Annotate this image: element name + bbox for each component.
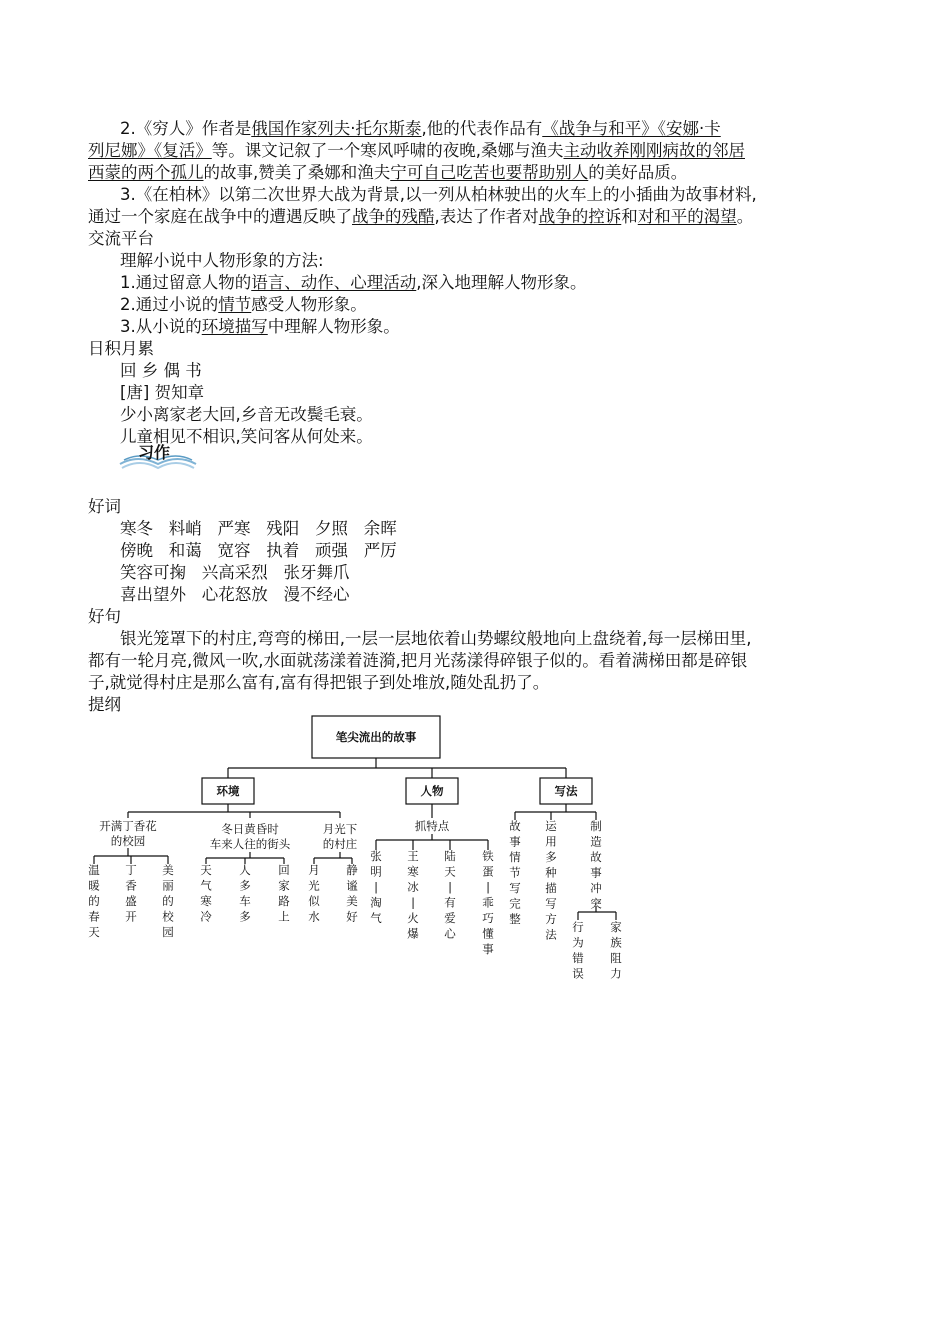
word: 笑容可掬 <box>120 563 186 582</box>
leaf-conflict-0: 行为错误 <box>572 920 584 981</box>
method-label: 写法 <box>554 784 578 798</box>
leaf-env-s3-0: 月光似水 <box>308 863 320 924</box>
section-heading-daily: 日积月累 <box>88 339 154 358</box>
word: 执着 <box>266 541 300 560</box>
underlined-answer: 俄国作家 <box>251 119 318 138</box>
text: 的美好品质。 <box>588 163 688 182</box>
word: 兴高采烈 <box>201 563 268 582</box>
leaf-method-conflict: 制造故事冲突 <box>590 819 602 911</box>
exchange-intro: 理解小说中人物形象的方法: <box>120 251 324 270</box>
leaf-env-s2-2: 回家路上 <box>278 863 290 924</box>
env-s3-label: 月光下 <box>322 822 358 836</box>
word: 漫不经心 <box>283 585 350 604</box>
text: 和 <box>621 207 638 226</box>
good-sentence-line-2: 都有一轮月亮,微风一吹,水面就荡漾着涟漪,把月光荡漾得碎银子似的。看着满梯田都是碎银 <box>88 651 748 670</box>
env-s2-label: 冬日黄昏时 <box>221 822 279 836</box>
underlined-answer: 宁可自己吃苦也要帮助别人 <box>390 163 589 182</box>
underlined-answer: 列夫·托尔斯泰 <box>317 119 422 138</box>
poem-author: [唐] 贺知章 <box>120 383 205 402</box>
word: 寒冬 <box>120 519 153 538</box>
leaf-env-s2-1: 人多车多 <box>239 863 251 924</box>
text: 。 <box>736 207 754 226</box>
leaf-people-3: 铁蛋|乖巧懂事 <box>482 849 494 956</box>
leaf-env-s1-0: 温暖的春天 <box>88 863 100 939</box>
good-sentence-line-3: 子,就觉得村庄是那么富有,富有得把银子到处堆放,随处乱扔了。 <box>88 673 550 692</box>
word: 心花怒放 <box>201 585 268 604</box>
leaf-env-s1-2: 美丽的校园 <box>162 863 174 939</box>
word: 残阳 <box>266 519 300 538</box>
good-sentence-line-1: 银光笼罩下的村庄,弯弯的梯田,一层一层地依着山势螺纹般地向上盘绕着,每一层梯田里, <box>120 629 752 648</box>
section-heading-good-sentence: 好句 <box>88 607 121 626</box>
writing-badge: 习作 <box>138 443 171 462</box>
underlined-answer: 战争的控诉 <box>538 207 622 226</box>
text: 等。课文记叙了一个寒风呼啸的夜晚,桑娜与渔夫 <box>211 141 564 160</box>
word: 宽容 <box>217 541 251 560</box>
env-s1-label: 的校园 <box>110 834 146 848</box>
env-s2-label: 车来人往的街头 <box>209 837 291 851</box>
leaf-method-0: 故事情节写完整 <box>509 819 521 926</box>
word: 傍晚 <box>120 541 153 560</box>
leaf-env-s1-1: 丁香盛开 <box>125 863 137 924</box>
section-heading-good-words: 好词 <box>88 497 121 516</box>
word: 严寒 <box>217 519 251 538</box>
text: 的故事,赞美了桑娜和渔夫 <box>203 163 391 182</box>
word: 喜出望外 <box>120 585 186 604</box>
word: 余晖 <box>363 519 397 538</box>
poem-title: 回 乡 偶 书 <box>120 361 202 380</box>
word: 顽强 <box>315 541 348 560</box>
word: 张牙舞爪 <box>283 563 350 582</box>
underlined-answer: 语言、动作、心理活动 <box>251 273 417 292</box>
text: 通过一个家庭在战争中的遭遇反映了 <box>88 207 352 226</box>
underlined-answer: 环境描写 <box>201 317 268 336</box>
section-heading-outline: 提纲 <box>88 695 121 714</box>
underlined-answer: 战争的残酷 <box>352 207 435 226</box>
text: ,深入地理解人物形象。 <box>416 273 587 292</box>
leaf-env-s3-1: 静谧美好 <box>346 863 358 924</box>
section-heading-exchange: 交流平台 <box>88 229 154 248</box>
underlined-answer: 西蒙的两个孤儿 <box>88 163 204 182</box>
leaf-env-s2-0: 天气寒冷 <box>200 863 212 924</box>
word: 夕照 <box>315 519 348 538</box>
word: 严厉 <box>363 541 397 560</box>
leaf-conflict-1: 家族阻力 <box>610 920 622 981</box>
underlined-answer: 列尼娜》《复活》 <box>88 141 212 160</box>
leaf-people-1: 王寒冰|火爆 <box>407 849 419 941</box>
people-label: 人物 <box>420 784 444 798</box>
text: 2.通过小说的 <box>120 295 219 314</box>
underlined-answer: 《战争与和平》《安娜·卡 <box>542 119 721 138</box>
poem-line-2: 儿童相见不相识,笑问客从何处来。 <box>120 427 373 446</box>
poem-line-1: 少小离家老大回,乡音无改鬓毛衰。 <box>120 405 373 424</box>
text: 感受人物形象。 <box>251 295 367 314</box>
underlined-answer: 情节 <box>218 295 252 314</box>
text: 3.从小说的 <box>120 317 202 336</box>
env-s1-label: 开满丁香花 <box>99 819 157 833</box>
text: 3.《在柏林》以第二次世界大战为背景,以一列从柏林驶出的火车上的小插曲为故事材料, <box>120 185 757 204</box>
leaf-people-2: 陆天|有爱心 <box>444 849 456 941</box>
text: ,他的代表作品有 <box>421 119 543 138</box>
leaf-method-1: 运用多种描写方法 <box>545 819 557 942</box>
text: 2.《穷人》作者是 <box>120 119 252 138</box>
text: 1.通过留意人物的 <box>120 273 252 292</box>
text: ,表达了作者对 <box>434 207 539 226</box>
underlined-answer: 主动收养刚刚病故的邻居 <box>563 141 745 160</box>
word: 和蔼 <box>168 541 202 560</box>
people-sub-label: 抓特点 <box>414 819 450 833</box>
env-s3-label: 的村庄 <box>322 837 358 851</box>
word: 料峭 <box>168 519 202 538</box>
env-label: 环境 <box>216 784 240 798</box>
text: 中理解人物形象。 <box>267 317 400 336</box>
leaf-people-0: 张明|淘气 <box>370 849 382 925</box>
root-label: 笔尖流出的故事 <box>335 730 417 744</box>
underlined-answer: 对和平的渴望 <box>637 207 737 226</box>
